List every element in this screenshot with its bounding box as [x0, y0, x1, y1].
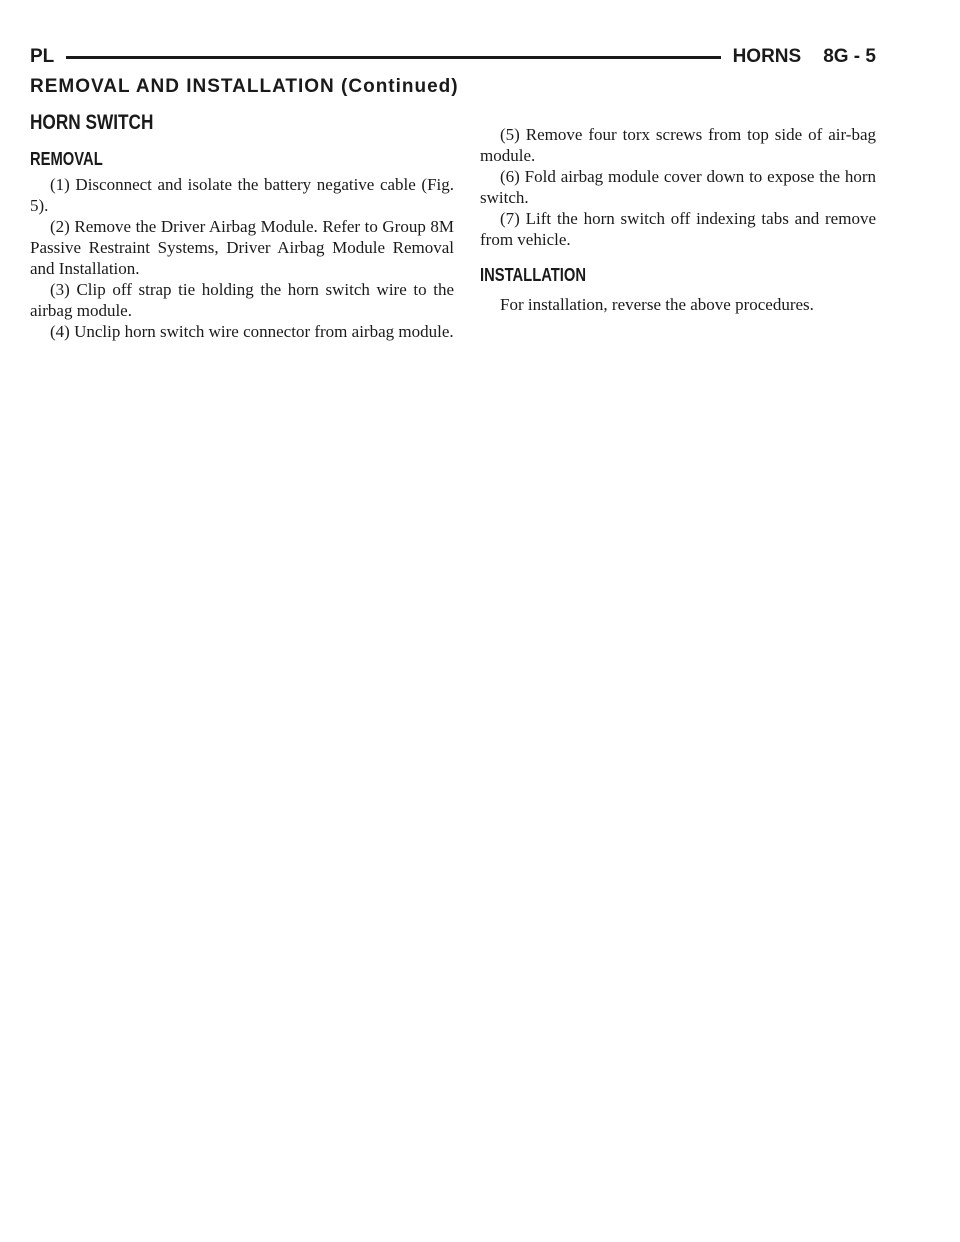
page-number: 8G - 5	[823, 46, 876, 67]
removal-heading: REMOVAL	[30, 149, 103, 169]
header-section-name: HORNS	[732, 46, 802, 67]
removal-step-4: (4) Unclip horn switch wire connector from airbag module.	[50, 322, 454, 341]
installation-heading: INSTALLATION	[480, 265, 587, 285]
right-column	[480, 124, 876, 315]
section-title: HORN SWITCH	[30, 111, 154, 134]
removal-step-3: (3) Clip off strap tie holding the horn switch wire to the airbag module.	[30, 280, 454, 320]
page-header	[30, 42, 876, 72]
removal-step-2: (2) Remove the Driver Airbag Module. Refer to Group 8M Passive Restraint Systems, Driver Airbag Module Removal and Installation.	[30, 217, 454, 278]
removal-step-6: (6) Fold airbag module cover down to expose the horn switch.	[480, 167, 876, 207]
left-column	[30, 110, 454, 342]
header-code: PL	[30, 46, 55, 67]
removal-step-7: (7) Lift the horn switch off indexing tabs and remove from vehicle.	[480, 209, 876, 249]
header-rule	[66, 56, 720, 59]
installation-text: For installation, reverse the above procedures.	[500, 295, 814, 314]
removal-step-5: (5) Remove four torx screws from top side of air-bag module.	[480, 125, 876, 165]
removal-step-1: (1) Disconnect and isolate the battery negative cable (Fig. 5).	[30, 175, 454, 215]
continued-title: REMOVAL AND INSTALLATION (Continued)	[30, 76, 459, 97]
